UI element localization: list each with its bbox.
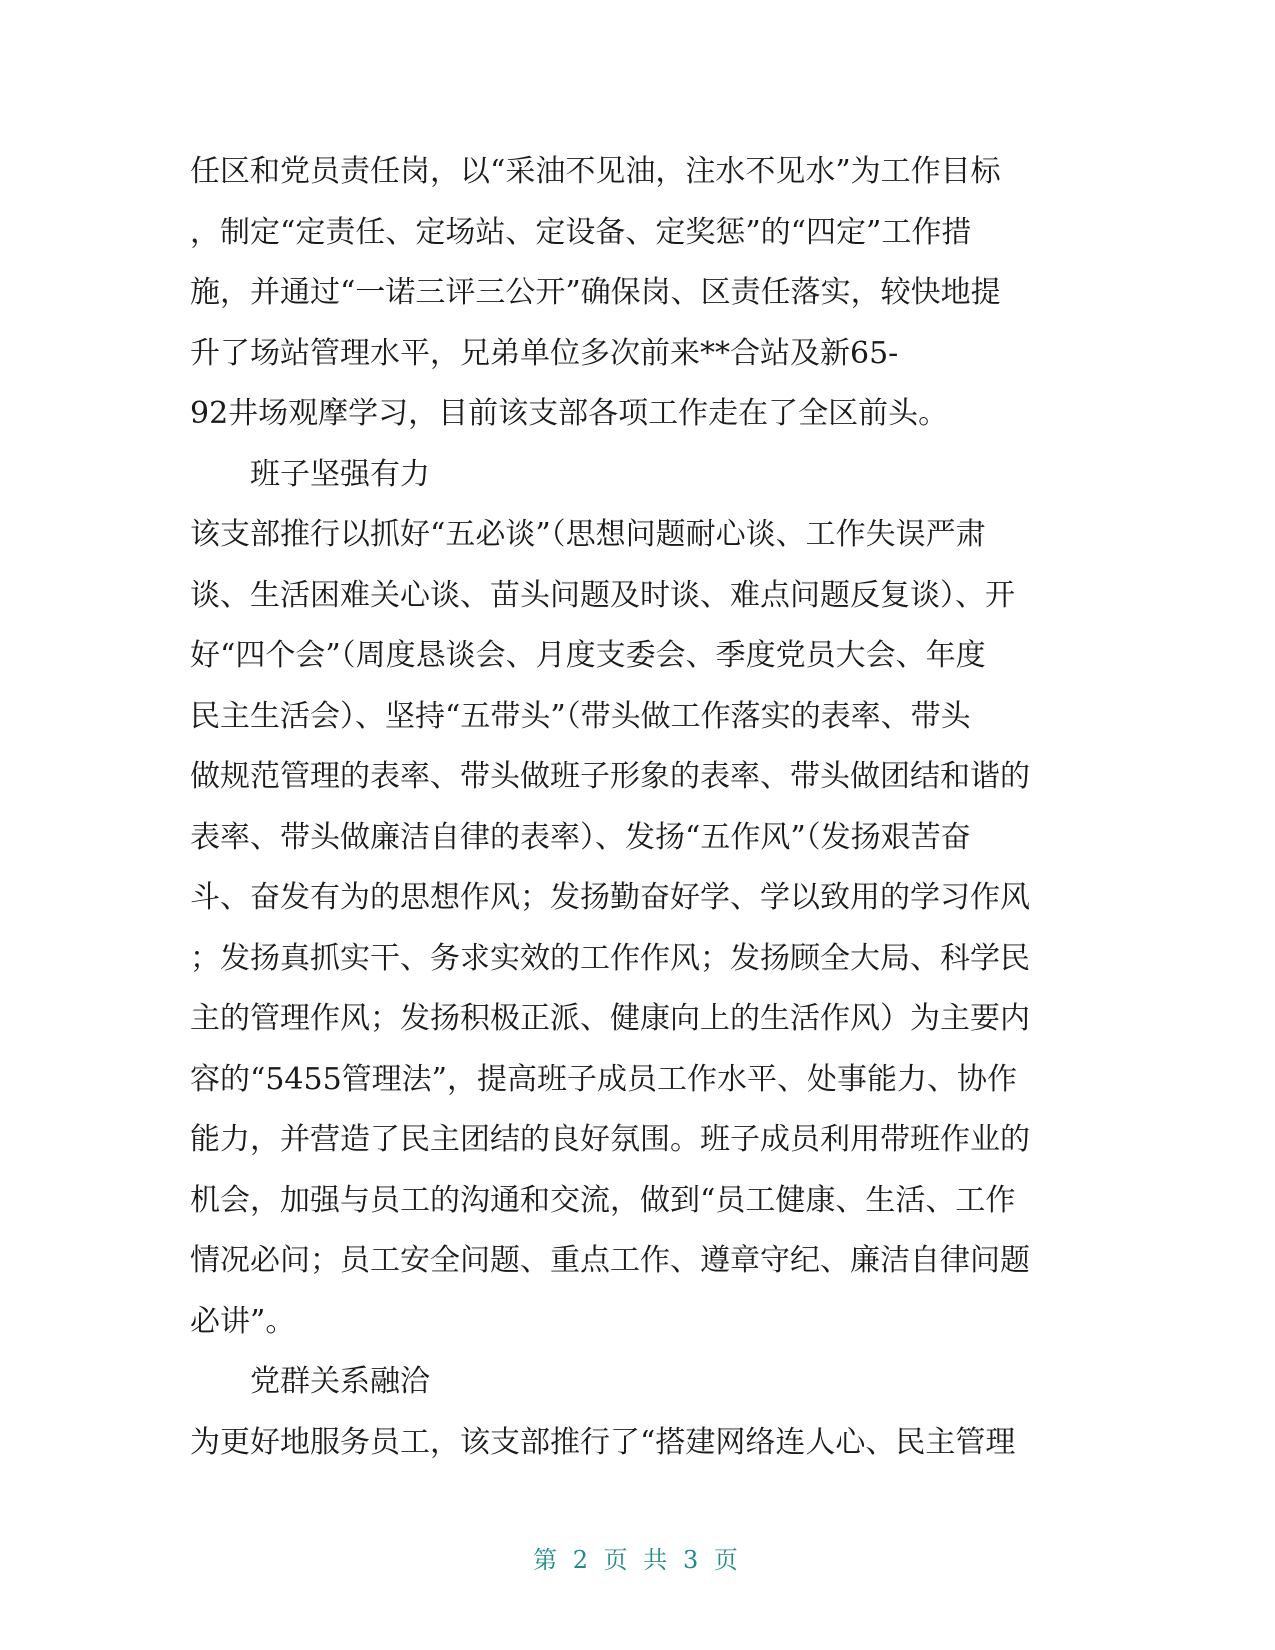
paragraph-line: 必讲”。	[190, 1303, 296, 1339]
paragraph-line: 任区和党员责任岗，以“采油不见油，注水不见水”为工作目标	[190, 154, 1001, 189]
paragraph-line: ，制定“定责任、定场站、定设备、定奖惩”的“四定”工作措	[190, 214, 972, 250]
paragraph-line: 情况必问；员工安全问题、重点工作、遵章守纪、廉洁自律问题	[190, 1243, 1030, 1278]
document-body	[190, 142, 1070, 1473]
paragraph-line: 主的管理作风；发扬积极正派、健康向上的生活作风）为主要内	[190, 1001, 1030, 1036]
paragraph-line: 该支部推行以抓好“五必谈”（思想问题耐心谈、工作失误严肃	[190, 517, 986, 552]
paragraph-line: 谈、生活困难关心谈、苗头问题及时谈、难点问题反复谈）、开	[190, 577, 1015, 613]
section-heading-team: 班子坚强有力	[250, 456, 430, 492]
paragraph-line: 能力，并营造了民主团结的良好氛围。班子成员利用带班作业的	[190, 1122, 1030, 1157]
paragraph-line: 民主生活会）、坚持“五带头”（带头做工作落实的表率、带头	[190, 698, 971, 734]
paragraph-line: 容的“5455管理法”，提高班子成员工作水平、处事能力、协作	[190, 1061, 1018, 1097]
paragraph-line: ；发扬真抓实干、务求实效的工作作风；发扬顾全大局、科学民	[190, 940, 1030, 976]
paragraph-line: 施，并通过“一诺三评三公开”确保岗、区责任落实，较快地提	[190, 275, 1001, 310]
paragraph-line: 为更好地服务员工，该支部推行了“搭建网络连人心、民主管理	[190, 1424, 1016, 1460]
paragraph-line: 机会，加强与员工的沟通和交流，做到“员工健康、生活、工作	[190, 1182, 1016, 1218]
paragraph-line: 斗、奋发有为的思想作风；发扬勤奋好学、学以致用的学习作风	[190, 880, 1030, 915]
paragraph-line: 好“四个会”（周度恳谈会、月度支委会、季度党员大会、年度	[190, 638, 986, 673]
page-number-footer: 第 2 页 共 3 页	[533, 1546, 742, 1574]
section-heading-relations: 党群关系融洽	[250, 1364, 430, 1399]
paragraph-line: 升了场站管理水平，兄弟单位多次前来**合站及新65-	[190, 335, 899, 371]
paragraph-line: 92井场观摩学习，目前该支部各项工作走在了全区前头。	[190, 396, 949, 431]
paragraph-line: 做规范管理的表率、带头做班子形象的表率、带头做团结和谐的	[190, 759, 1030, 794]
paragraph-line: 表率、带头做廉洁自律的表率）、发扬“五作风”（发扬艰苦奋	[190, 819, 971, 855]
